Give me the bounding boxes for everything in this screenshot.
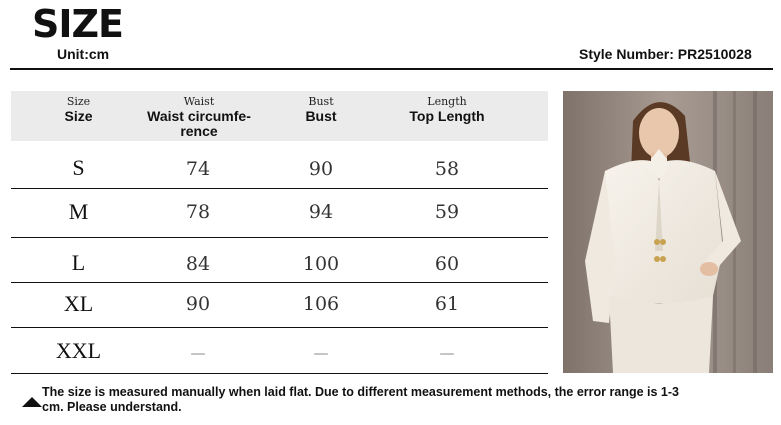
cell-bust: — (313, 344, 329, 362)
measurement-note: The size is measured manually when laid flat. Due to different measurement methods, the error range is 1-3 cm. Please understand. (42, 385, 679, 414)
header-divider (10, 68, 773, 70)
cell-bust: 90 (308, 158, 334, 180)
column-header-size (51, 91, 106, 124)
table-row (11, 238, 548, 283)
table-header (11, 91, 548, 141)
cell-waist: 90 (185, 293, 211, 315)
style-number: Style Number: PR2510028 (579, 46, 752, 62)
column-header-bust (291, 91, 351, 124)
column-header-label: Bust (305, 108, 337, 124)
cell-length: 60 (434, 253, 460, 275)
column-header-label: Size (64, 108, 93, 124)
cell-waist: — (190, 344, 206, 362)
column-header-small: Length (427, 95, 467, 108)
unit-label: Unit:cm (57, 46, 110, 62)
cell-length: — (439, 344, 455, 362)
cell-length: 59 (434, 201, 460, 223)
cell-bust: 100 (302, 253, 340, 275)
table-row (11, 328, 548, 374)
cell-bust: 106 (302, 293, 340, 315)
table-row (11, 141, 548, 189)
column-header-small: Bust (308, 95, 334, 108)
cell-waist: 74 (185, 158, 211, 180)
cell-size: XXL (55, 338, 102, 363)
column-header-length (397, 91, 497, 124)
cell-length: 61 (434, 293, 460, 315)
column-header-label: Top Length (409, 108, 485, 124)
cell-length: 58 (434, 158, 460, 180)
product-photo (563, 91, 773, 373)
size-table (11, 91, 548, 374)
column-header-label: Waist circumfe-rence (147, 108, 251, 139)
cell-size: L (71, 250, 86, 275)
page-title: SIZE (32, 2, 124, 46)
cell-waist: 84 (185, 253, 211, 275)
column-header-small: Waist (183, 95, 215, 108)
cell-size: XL (63, 291, 94, 316)
table-row (11, 283, 548, 328)
cell-bust: 94 (308, 201, 334, 223)
table-row (11, 189, 548, 238)
column-header-small: Size (66, 95, 91, 108)
model-illustration (563, 91, 773, 373)
triangle-up-icon (22, 397, 42, 407)
cell-waist: 78 (185, 201, 211, 223)
cell-size: M (68, 199, 89, 224)
cell-size: S (72, 155, 85, 180)
column-header-waist (139, 91, 259, 139)
